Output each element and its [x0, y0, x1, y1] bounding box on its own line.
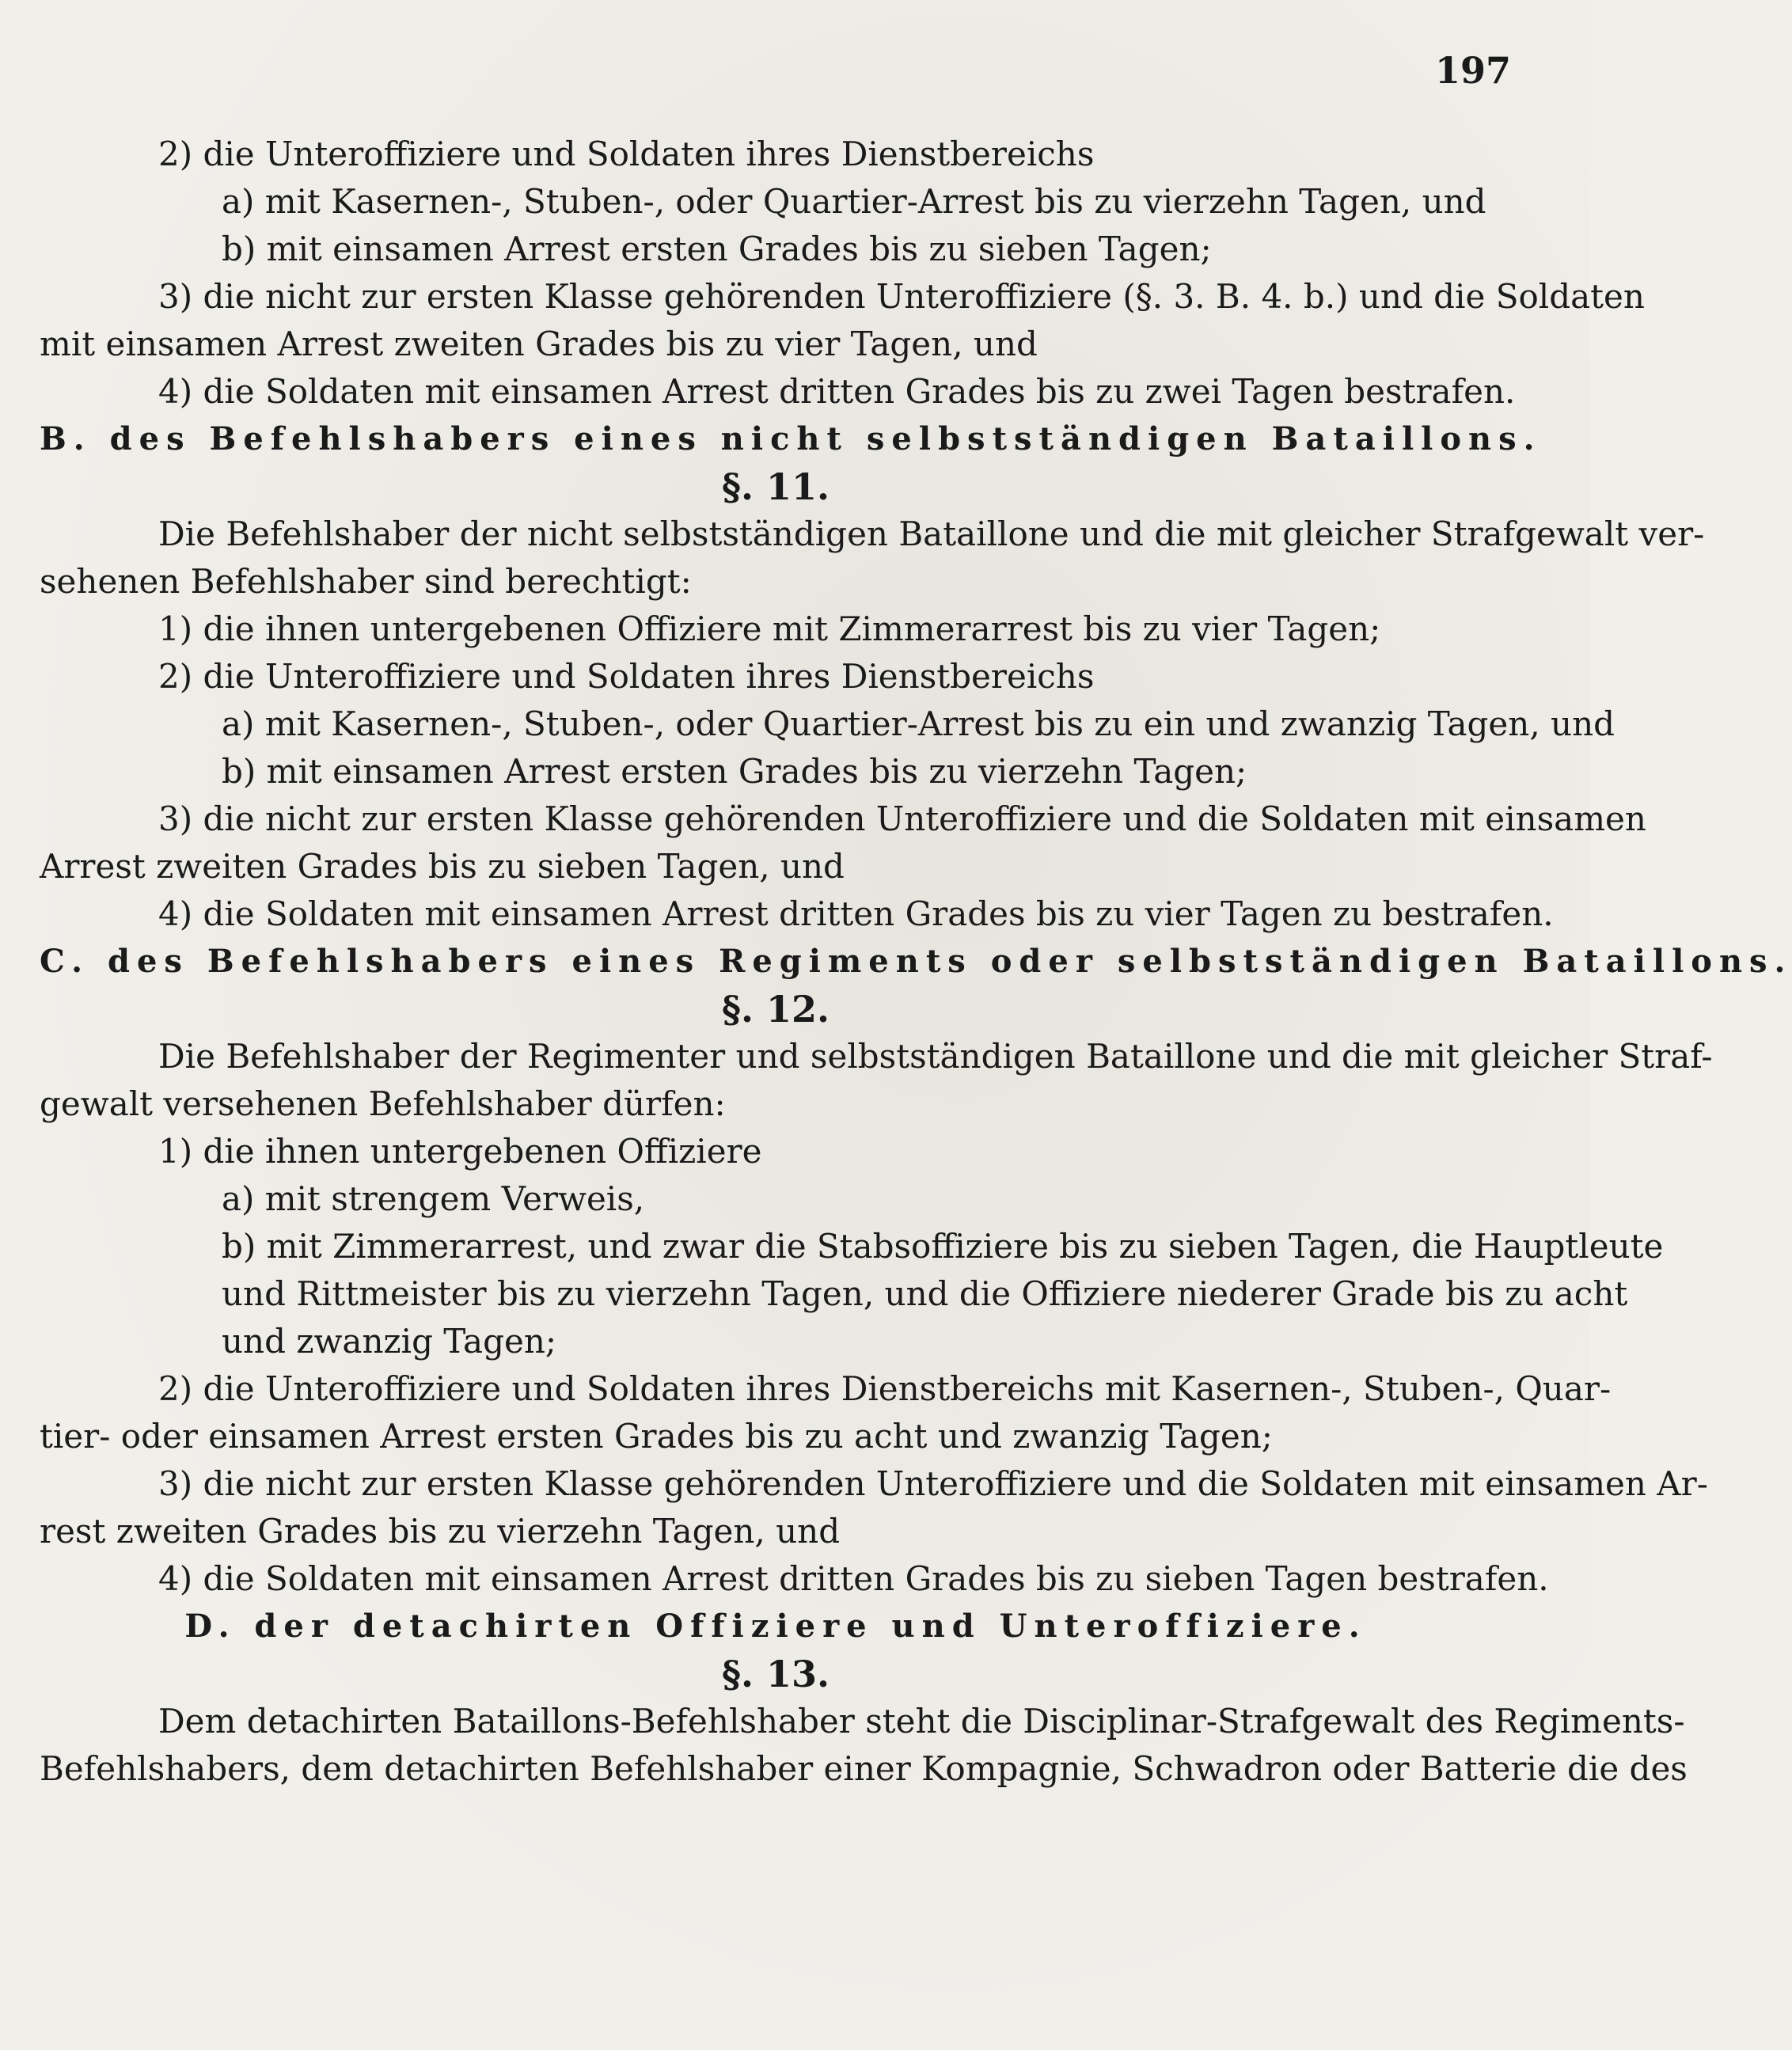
text-line: 2) die Unteroffiziere und Soldaten ihres Dienstbereichs [158, 135, 1095, 173]
text-line: 1) die ihnen untergebenen Offiziere mit Zimmerarrest bis zu vier Tagen; [158, 609, 1381, 648]
paragraph-number: §. 13. [721, 1653, 830, 1695]
text-line: 2) die Unteroffiziere und Soldaten ihres Dienstbereichs [158, 657, 1095, 696]
text-line: tier- oder einsamen Arrest ersten Grades bis zu acht und zwanzig Tagen; [40, 1417, 1273, 1456]
text-line: sehenen Befehlshaber sind berechtigt: [40, 562, 692, 601]
text-line: rest zweiten Grades bis zu vierzehn Tagen, und [40, 1512, 841, 1551]
text-line: 3) die nicht zur ersten Klasse gehörenden Unteroffiziere und die Soldaten mit einsamen Ar- [158, 1464, 1708, 1503]
text-line: und zwanzig Tagen; [222, 1322, 557, 1361]
text-line: 4) die Soldaten mit einsamen Arrest dritten Grades bis zu sieben Tagen bestrafen. [158, 1559, 1549, 1598]
paragraph-number: §. 11. [721, 465, 830, 508]
text-line: Dem detachirten Bataillons-Befehlshaber steht die Disciplinar-Strafgewalt des Regiments- [158, 1702, 1685, 1741]
text-line: a) mit Kasernen-, Stuben-, oder Quartier-Arrest bis zu vierzehn Tagen, und [222, 182, 1486, 221]
text-line: Arrest zweiten Grades bis zu sieben Tagen, und [40, 847, 845, 886]
text-line: Befehlshabers, dem detachirten Befehlshaber einer Kompagnie, Schwadron oder Batterie die des [40, 1749, 1688, 1788]
text-line: a) mit strengem Verweis, [222, 1179, 645, 1218]
text-line: 4) die Soldaten mit einsamen Arrest dritten Grades bis zu vier Tagen zu bestrafen. [158, 894, 1554, 933]
text-line: und Rittmeister bis zu vierzehn Tagen, und die Offiziere niederer Grade bis zu acht [222, 1274, 1628, 1313]
section-heading: C. des Befehlshabers eines Regiments oder selbstständigen Bataillons. [40, 943, 1792, 980]
text-line: Die Befehlshaber der Regimenter und selbstständigen Bataillone und die mit gleicher Straf- [158, 1037, 1713, 1076]
text-line: a) mit Kasernen-, Stuben-, oder Quartier-Arrest bis zu ein und zwanzig Tagen, und [222, 704, 1615, 743]
text-line: 4) die Soldaten mit einsamen Arrest dritten Grades bis zu zwei Tagen bestrafen. [158, 372, 1516, 411]
text-line: gewalt versehenen Befehlshaber dürfen: [40, 1084, 726, 1123]
text-line: b) mit Zimmerarrest, und zwar die Stabsoffiziere bis zu sieben Tagen, die Hauptleute [222, 1227, 1664, 1266]
document-body [40, 131, 1792, 1793]
text-line: b) mit einsamen Arrest ersten Grades bis zu vierzehn Tagen; [222, 752, 1247, 791]
text-line: 3) die nicht zur ersten Klasse gehörenden Unteroffiziere (§. 3. B. 4. b.) und die Soldaten [158, 277, 1645, 316]
text-line: 3) die nicht zur ersten Klasse gehörenden Unteroffiziere und die Soldaten mit einsamen [158, 799, 1646, 838]
section-heading: B. des Befehlshabers eines nicht selbstständigen Bataillons. [40, 420, 1542, 457]
text-line: mit einsamen Arrest zweiten Grades bis zu vier Tagen, und [40, 325, 1038, 363]
section-heading: D. der detachirten Offiziere und Unteroffiziere. [184, 1608, 1367, 1645]
text-line: b) mit einsamen Arrest ersten Grades bis zu sieben Tagen; [222, 230, 1212, 268]
paragraph-number: §. 12. [721, 988, 830, 1031]
text-line: Die Befehlshaber der nicht selbstständigen Bataillone und die mit gleicher Strafgewalt ver- [158, 514, 1705, 553]
page-number: 197 [1434, 49, 1511, 92]
text-line: 1) die ihnen untergebenen Offiziere [158, 1132, 762, 1171]
text-line: 2) die Unteroffiziere und Soldaten ihres Dienstbereichs mit Kasernen-, Stuben-, Quar- [158, 1369, 1612, 1408]
